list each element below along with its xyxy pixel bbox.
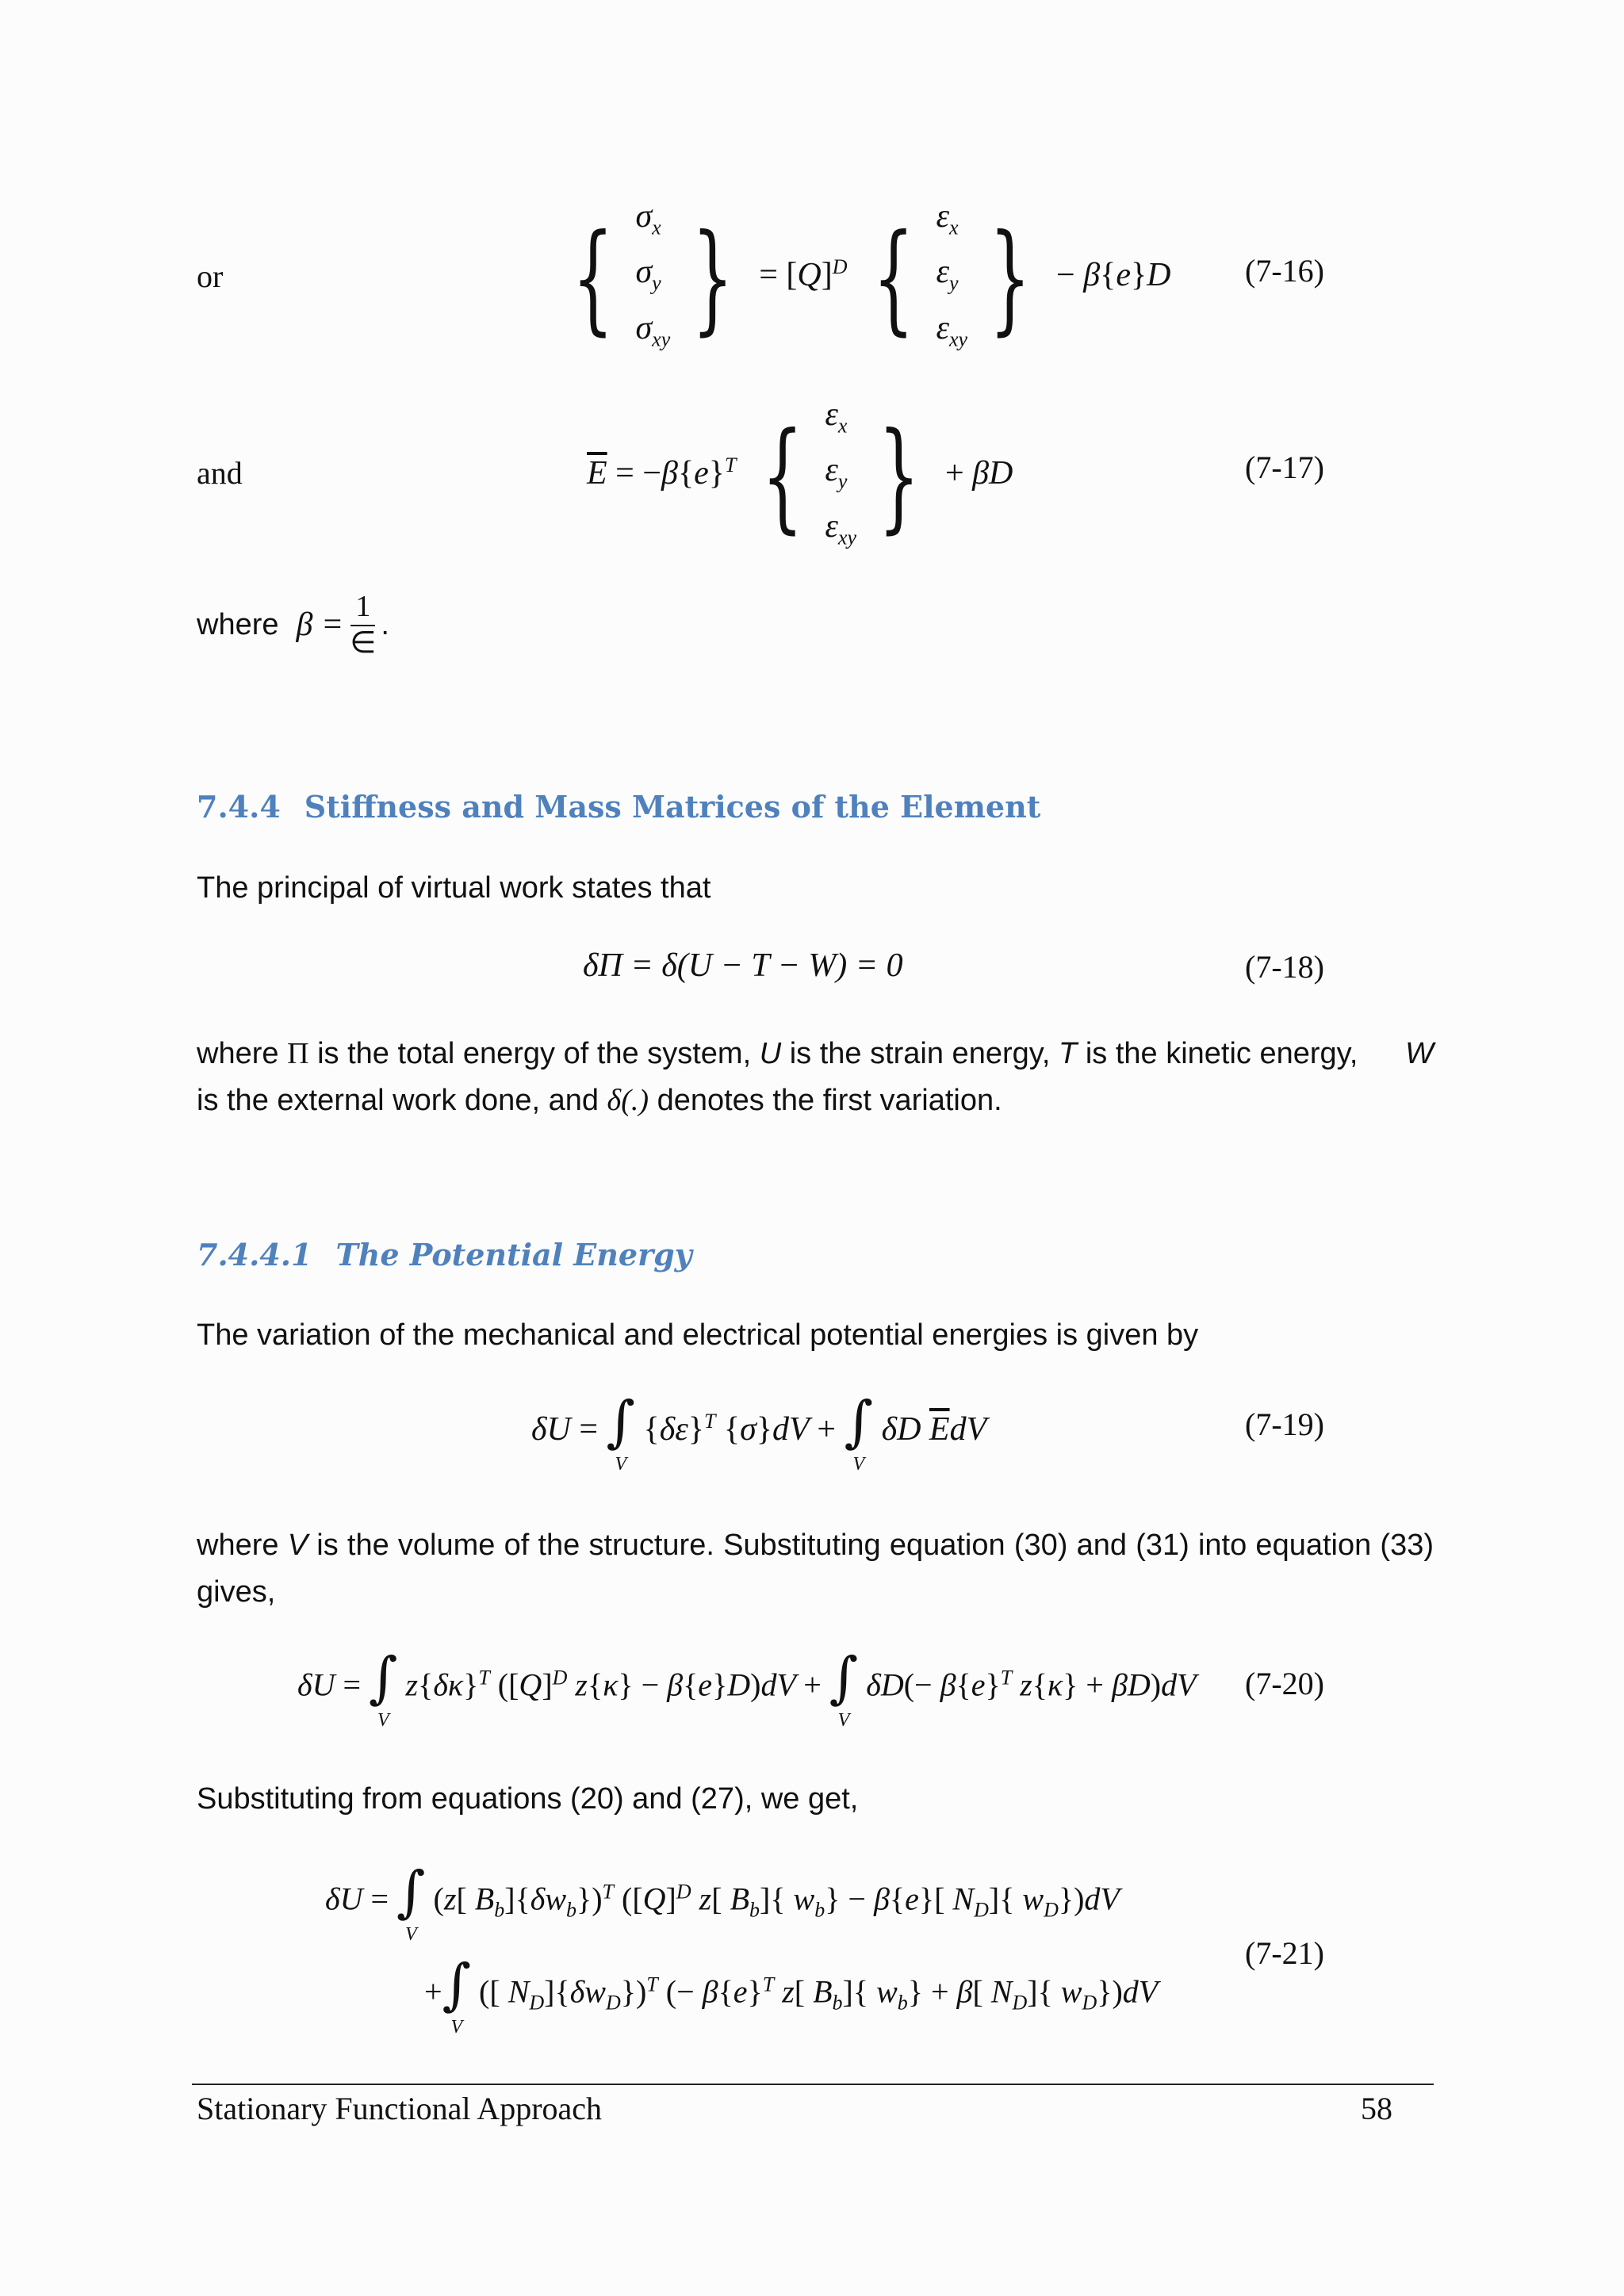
beta-denominator: ∈: [350, 626, 377, 660]
section-title: Stiffness and Mass Matrices of the Element: [304, 789, 1041, 825]
subsection-number: 7.4.4.1: [197, 1237, 312, 1272]
section-heading: [197, 789, 1040, 825]
beta-period: .: [381, 608, 389, 642]
equation-7-21-line2: + ∫ V ([ $N_D]\{\delta w_D\})^T$ (− $\beta\{e\}^T$ z[ $B_b$]{ $w_b\} + \beta$[ $N_D$]{ $w_D\})dV$: [424, 1952, 1159, 2038]
eq18-number: (7-18): [1245, 949, 1324, 985]
para-substituting: Substituting from equations (20) and (27), we get,: [197, 1782, 859, 1816]
eq17-number: (7-17): [1245, 450, 1324, 485]
equation-7-17: $\overline{E} = -\beta\{e\}^T$ { $\varepsilon_x$ $\varepsilon_y$ $\varepsilon_{xy}$ } + βD: [587, 396, 1013, 549]
para-virtual-work: The principal of virtual work states that: [197, 871, 711, 905]
section-number: 7.4.4: [197, 789, 281, 825]
where-beta-line: [197, 590, 389, 660]
para-volume: where V is the volume of the structure. Substituting equation (30) and (31) into equation (33) gives,: [197, 1529, 1434, 1609]
para-potential-energy: The variation of the mechanical and electrical potential energies is given by: [197, 1318, 1199, 1352]
para-energy-line2: is the external work done, and δ(.) denotes the first variation.: [197, 1083, 1002, 1117]
equation-7-16: { $\sigma_x$ $\sigma_y$ $\sigma_{xy}$ } = $[Q]^D$ { $\varepsilon_x$ $\varepsilon_y$ $\varepsilon_{xy}$ } − β{e}D: [572, 198, 1171, 351]
equation-7-19: δU = ∫ V $\{\delta\varepsilon\}^T$ {σ}dV + ∫ V δD $\overline{E}dV$: [531, 1389, 987, 1475]
eq16-lead: or: [197, 258, 224, 294]
eq16-number: (7-16): [1245, 253, 1324, 289]
footer-rule: [192, 2084, 1434, 2085]
equation-7-18: δΠ = δ(U − T − W) = 0: [583, 947, 903, 984]
subsection-heading: [197, 1237, 692, 1272]
beta-fraction: [350, 590, 376, 660]
beta-numerator: 1: [350, 590, 375, 626]
para-energy-definitions: [197, 1031, 1434, 1124]
eq21-number: (7-21): [1245, 1935, 1324, 1971]
equation-7-21-line1: δU = ∫ V (z[ $B_b]\{\delta w_b\})^T$ ($[Q]^D$ z[ $B_b$]{ $w_b\} - \beta\{e\}$[ $N_D$]{ $w_D\})dV$: [325, 1859, 1120, 1945]
page-number: 58: [1361, 2091, 1392, 2126]
footer-title: Stationary Functional Approach: [197, 2091, 603, 2126]
equation-7-20: δU = ∫ V $z\{\delta\kappa\}^T$ ($[Q]^D$ z{κ} − β{e}D)dV + ∫ V $\delta D(- \beta\{e\}^T$ z{κ} + βD)dV: [297, 1645, 1197, 1731]
eq19-number: (7-19): [1245, 1406, 1324, 1442]
eq17-lead: and: [197, 455, 243, 491]
subsection-title: The Potential Energy: [335, 1237, 692, 1272]
eq20-number: (7-20): [1245, 1666, 1324, 1701]
para-energy-line1: where Π is the total energy of the system, U is the strain energy, T is the kinetic energy, W: [197, 1037, 1434, 1070]
beta-lhs: β =: [296, 607, 344, 644]
where-label: where: [197, 608, 279, 642]
